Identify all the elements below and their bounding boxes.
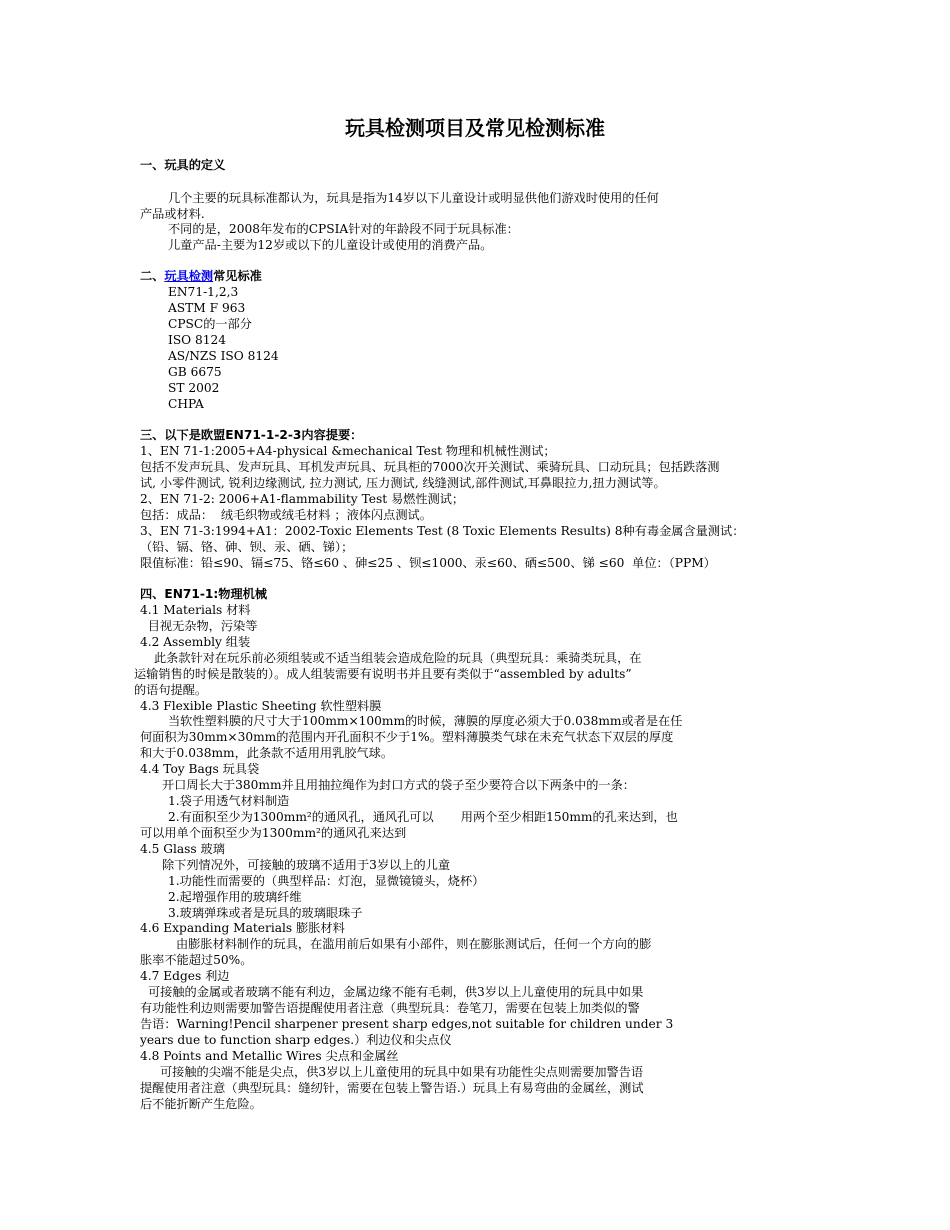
standard-item: ISO 8124 [168, 333, 227, 347]
s4-line: 除下列情况外，可接触的玻璃不适用于3岁以上的儿童 [162, 858, 451, 872]
s1-paragraph-line: 几个主要的玩具标准都认为，玩具是指为14岁以下儿童设计或明显供他们游戏时使用的任何 [168, 191, 659, 205]
section-4-heading: 四、EN71-1:物理机械 [140, 587, 268, 601]
standard-item: AS/NZS ISO 8124 [168, 349, 279, 363]
s3-line: 1、EN 71-1:2005+A4-physical &mechanical Test 物理和机械性测试； [140, 444, 556, 458]
standard-item: ST 2002 [168, 381, 220, 395]
s1-paragraph-line: 儿童产品-主要为12岁或以下的儿童设计或使用的消费产品。 [168, 238, 493, 252]
section-3-heading: 三、以下是欧盟EN71-1-2-3内容提要： [140, 428, 363, 442]
s3-line: 包括不发声玩具、发声玩具、耳机发声玩具、玩具柜的7000次开关测试、乘骑玩具、口动玩具；包括跌落测 [140, 460, 720, 474]
s4-line: 告语：Warning!Pencil sharpener present sharp edges,not suitable for children under 3 [140, 1017, 674, 1031]
s4-line: 有功能性利边则需要加警告语提醒使用者注意（典型玩具：卷笔刀，需要在包装上加类似的警 [140, 1001, 640, 1015]
toy-testing-link[interactable]: 玩具检测 [164, 269, 214, 283]
s4-line: 此条款针对在玩乐前必须组装或不适当组装会造成危险的玩具（典型玩具：乘骑类玩具，在 [154, 651, 642, 665]
s4-line: 2.有面积至少为1300mm²的通风孔，通风孔可以 用两个至少相距150mm的孔来达到，也 [168, 810, 678, 824]
s4-line: 开口周长大于380mm并且用抽拉绳作为封口方式的袋子至少要符合以下两条中的一条： [162, 778, 635, 792]
standard-item: CHPA [168, 397, 204, 411]
standard-item: ASTM F 963 [168, 301, 246, 315]
s3-line: 包括：成品： 绒毛织物或绒毛材料 ；液体闪点测试。 [140, 508, 432, 522]
s4-line: 当软性塑料膜的尺寸大于100mm×100mm的时候，薄膜的厚度必须大于0.038mm或者是在任 [168, 714, 683, 728]
s3-line: 3、EN 71-3:1994+A1：2002-Toxic Elements Test (8 Toxic Elements Results) 8种有毒金属含量测试： [140, 524, 745, 538]
s4-line: 和大于0.038mm，此条款不适用用乳胶气球。 [140, 746, 394, 760]
s4-line: 3.玻璃弹珠或者是玩具的玻璃眼珠子 [168, 906, 363, 920]
s4-line: 运输销售的时候是散装的）。成人组装需要有说明书并且要有类似于“assembled by adults” [134, 667, 632, 681]
standard-item: CPSC的一部分 [168, 317, 252, 331]
standard-item: EN71-1,2,3 [168, 285, 239, 299]
s4-line: 4.2 Assembly 组装 [140, 635, 251, 649]
s4-line: 1.功能性而需要的（典型样品：灯泡，显微镜镜头，烧杯） [168, 874, 485, 888]
section-2-suffix: 常见标准 [213, 269, 262, 283]
s3-line: 限值标准：铅≤90、镉≤75、铬≤60 、砷≤25 、钡≤1000、汞≤60、硒≤500、锑 ≤60 单位：（PPM） [140, 556, 716, 570]
s4-line: 的语句提醒。 [134, 683, 208, 697]
s4-line: 可接触的金属或者玻璃不能有利边，金属边缘不能有毛刺，供3岁以上儿童使用的玩具中如果 [148, 985, 644, 999]
section-1-heading: 一、玩具的定义 [140, 158, 226, 172]
s4-line: 2.起增强作用的玻璃纤维 [168, 890, 302, 904]
s1-paragraph-line: 不同的是，2008年发布的CPSIA针对的年龄段不同于玩具标准： [168, 222, 519, 236]
s4-line: 4.1 Materials 材料 [140, 603, 251, 617]
s3-line: （铅、镉、铬、砷、钡、汞、硒、锑）； [140, 540, 354, 554]
page-title: 玩具检测项目及常见检测标准 [345, 116, 605, 140]
s4-line: 4.3 Flexible Plastic Sheeting 软性塑料膜 [140, 699, 382, 713]
section-2-heading [140, 268, 262, 284]
s3-line: 2、EN 71-2: 2006+A1-flammability Test 易燃性测试； [140, 492, 465, 506]
section-2-prefix: 二、 [140, 269, 165, 283]
s4-line: 提醒使用者注意（典型玩具：缝纫针，需要在包装上警告语.）玩具上有易弯曲的金属丝，测试 [140, 1081, 644, 1095]
s4-line: 4.8 Points and Metallic Wires 尖点和金属丝 [140, 1049, 399, 1063]
s4-line: 后不能折断产生危险。 [140, 1097, 262, 1111]
s4-line: 可接触的尖端不能是尖点，供3岁以上儿童使用的玩具中如果有功能性尖点则需要加警告语 [160, 1065, 644, 1079]
s4-line: 目视无杂物，污染等 [140, 619, 258, 633]
s4-line: 由膨胀材料制作的玩具，在滥用前后如果有小部件，则在膨胀测试后，任何一个方向的膨 [176, 937, 652, 951]
s4-line: 4.7 Edges 利边 [140, 969, 230, 983]
s4-line: 4.5 Glass 玻璃 [140, 842, 225, 856]
s3-line: 试, 小零件测试, 锐利边缘测试, 拉力测试, 压力测试, 线缝测试,部件测试,耳鼻眼拉力,扭力测试等。 [140, 476, 666, 490]
s4-line: 胀率不能超过50%。 [140, 953, 253, 967]
s4-line: 何面积为30mm×30mm的范围内开孔面积不少于1%。塑料薄膜类气球在未充气状态下双层的厚度 [140, 730, 674, 744]
s4-line: 1.袋子用透气材料制造 [168, 794, 290, 808]
s4-line: 4.4 Toy Bags 玩具袋 [140, 762, 260, 776]
s4-line: years due to function sharp edges.）利边仪和尖点仪 [140, 1033, 452, 1047]
s4-line: 4.6 Expanding Materials 膨胀材料 [140, 921, 345, 935]
standard-item: GB 6675 [168, 365, 222, 379]
s1-paragraph-line: 产品或材料. [140, 207, 205, 221]
s4-line: 可以用单个面积至少为1300mm²的通风孔来达到 [140, 826, 407, 840]
